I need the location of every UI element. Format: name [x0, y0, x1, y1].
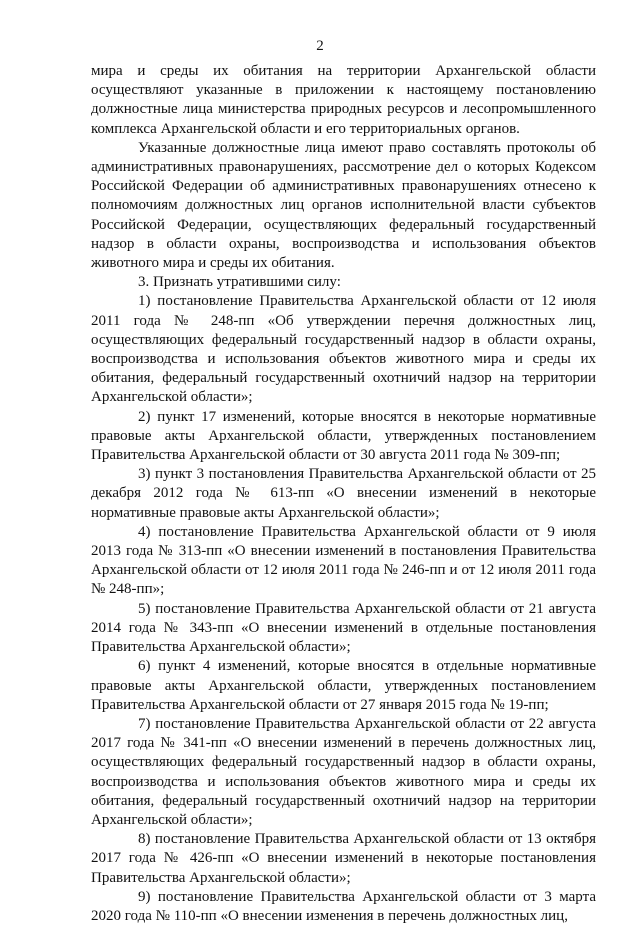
list-item-3-3: 3) пункт 3 постановления Правительства Архангельской области от 25 декабря 2012 года № 613-пп «О внесении изменений в некоторые нормативные правовые акты Архангельской области»;: [91, 466, 596, 521]
list-item-3-4: 4) постановление Правительства Архангельской области от 9 июля 2013 года № 313-пп «О внесении изменений в постановления Правительства Архангельской области от 12 июля 2011 года № 246-пп и от 12 июля 2011 года № 248-пп»;: [91, 523, 596, 598]
list-item-3-1: 1) постановление Правительства Архангельской области от 12 июля 2011 года № 248-пп «Об утверждении перечня должностных лиц, осуществляющих федеральный государственный надзор в области охраны, воспроизводства и использования объектов животного мира и среды их обитания, федеральный государственный охотничий надзор на территории Архангельской области»;: [91, 293, 596, 406]
page-number: 2: [316, 38, 324, 54]
paragraph-continuation: мира и среды их обитания на территории Архангельской области осуществляют указанные в приложении к настоящему постановлению должностные лица министерства природных ресурсов и лесопромышленного комплекса Архангельской области и его территориальных органов.: [91, 63, 596, 137]
list-item-3-8: 8) постановление Правительства Архангельской области от 13 октября 2017 года № 426-пп «О внесении изменений в некоторые постановления Правительства Архангельской области»;: [91, 831, 596, 886]
list-item-3-5: 5) постановление Правительства Архангельской области от 21 августа 2014 года № 343-пп «О внесении изменений в отдельные постановления Правительства Архангельской области»;: [91, 600, 596, 656]
list-item-3-9: 9) постановление Правительства Архангельской области от 3 марта 2020 года № 110-пп «О внесении изменения в перечень должностных лиц,: [91, 888, 596, 924]
paragraph-officials-rights: Указанные должностные лица имеют право составлять протоколы об административных правонарушениях, рассмотрение дел о которых Кодексом Российской Федерации об административных правонарушениях отнесено к полномочиям должностных лиц органов исполнительной власти субъектов Российской Федерации, осуществляющих федеральный государственный надзор в области охраны, воспроизводства и использования объектов животного мира и среды их обитания.: [91, 139, 596, 272]
list-item-3-2: 2) пункт 17 изменений, которые вносятся в некоторые нормативные правовые акты Архангельской области, утвержденных постановлением Правительства Архангельской области от 30 августа 2011 года № 309-пп;: [91, 408, 596, 464]
list-item-3-7: 7) постановление Правительства Архангельской области от 22 августа 2017 года № 341-пп «О внесении изменений в перечень должностных лиц, осуществляющих федеральный государственный надзор в области охраны, воспроизводства и использования объектов животного мира и среды их обитания, федеральный государственный охотничий надзор на территории Архангельской области»;: [91, 715, 596, 828]
paragraph-item-3: 3. Признать утратившими силу:: [138, 274, 341, 291]
list-item-3-6: 6) пункт 4 изменений, которые вносятся в отдельные нормативные правовые акты Архангельской области, утвержденных постановлением Правительства Архангельской области от 27 января 2015 года № 19-пп;: [91, 658, 596, 713]
document-body: [91, 62, 596, 926]
